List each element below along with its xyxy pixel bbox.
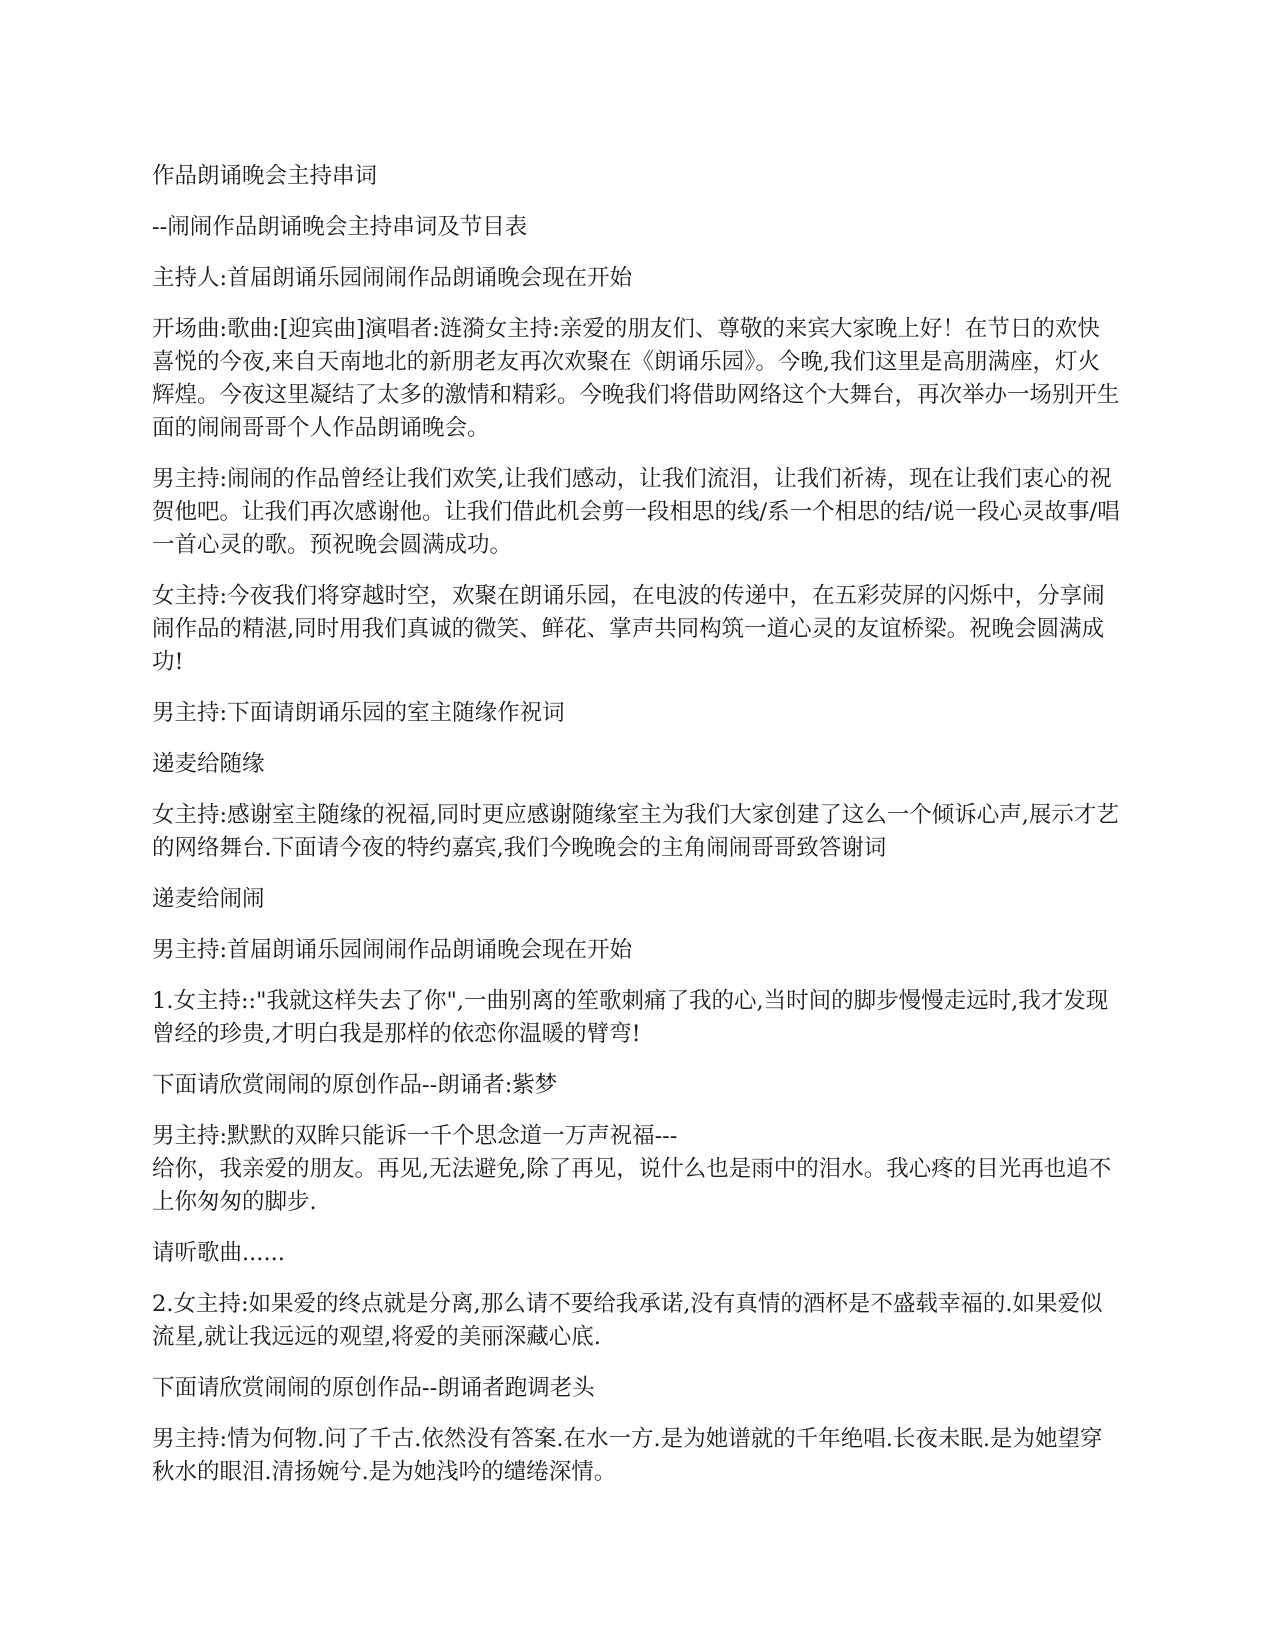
- paragraph: 男主持:情为何物.问了千古.依然没有答案.在水一方.是为她谱就的千年绝唱.长夜未眠.是为她望穿秋水的眼泪.清扬婉兮.是为她浅吟的缱绻深情。: [152, 1426, 1103, 1485]
- paragraph: 开场曲:歌曲:[迎宾曲]演唱者:涟漪女主持:亲爱的朋友们、尊敬的来宾大家晚上好！在节日的欢快喜悦的今夜,来自天南地北的新朋老友再次欢聚在《朗诵乐园》。今晚,我们这里是高朋满座，灯火辉煌。今夜这里凝结了太多的激情和精彩。今晚我们将借助网络这个大舞台，再次举办一场别开生面的闹闹哥哥个人作品朗诵晚会。: [152, 316, 1120, 441]
- paragraph: 递麦给闹闹: [152, 886, 265, 912]
- paragraph: 男主持:下面请朗诵乐园的室主随缘作祝词: [152, 700, 565, 726]
- paragraph: 2.女主持:如果爱的终点就是分离,那么请不要给我承诺,没有真情的酒杯是不盛载幸福的.如果爱似流星,就让我远远的观望,将爱的美丽深藏心底.: [152, 1291, 1103, 1350]
- paragraph: 女主持:感谢室主随缘的祝福,同时更应感谢随缘室主为我们大家创建了这么一个倾诉心声,展示才艺的网络舞台.下面请今夜的特约嘉宾,我们今晚晚会的主角闹闹哥哥致答谢词: [152, 802, 1119, 861]
- document-subtitle: --闹闹作品朗诵晚会主持串词及节目表: [152, 214, 528, 240]
- paragraph: 男主持:默默的双眸只能诉一千个思念道一万声祝福--- 给你，我亲爱的朋友。再见,无法避免,除了再见，说什么也是雨中的泪水。我心疼的目光再也追不上你匆匆的脚步.: [152, 1123, 1112, 1215]
- paragraph: 男主持:首届朗诵乐园闹闹作品朗诵晚会现在开始: [152, 937, 633, 963]
- paragraph: 请听歌曲......: [152, 1240, 285, 1266]
- paragraph: 女主持:今夜我们将穿越时空，欢聚在朗诵乐园，在电波的传递中，在五彩荧屏的闪烁中，分享闹闹作品的精湛,同时用我们真诚的微笑、鲜花、掌声共同构筑一道心灵的友谊桥梁。祝晚会圆满成功!: [152, 583, 1105, 675]
- paragraph: 递麦给随缘: [152, 751, 265, 777]
- paragraph: 1.女主持::"我就这样失去了你",一曲别离的笙歌刺痛了我的心,当时间的脚步慢慢走远时,我才发现曾经的珍贵,才明白我是那样的依恋你温暖的臂弯!: [152, 988, 1109, 1047]
- paragraph: 男主持:闹闹的作品曾经让我们欢笑,让我们感动，让我们流泪，让我们祈祷，现在让我们衷心的祝贺他吧。让我们再次感谢他。让我们借此机会剪一段相思的线/系一个相思的结/说一段心灵故事/唱一首心灵的歌。预祝晚会圆满成功。: [152, 466, 1120, 558]
- paragraph: 主持人:首届朗诵乐园闹闹作品朗诵晚会现在开始: [152, 265, 633, 291]
- document-title: 作品朗诵晚会主持串词: [152, 163, 378, 189]
- paragraph: 下面请欣赏闹闹的原创作品--朗诵者:紫梦: [152, 1072, 558, 1098]
- document-page: [152, 160, 1122, 1507]
- paragraph: 下面请欣赏闹闹的原创作品--朗诵者跑调老头: [152, 1375, 595, 1401]
